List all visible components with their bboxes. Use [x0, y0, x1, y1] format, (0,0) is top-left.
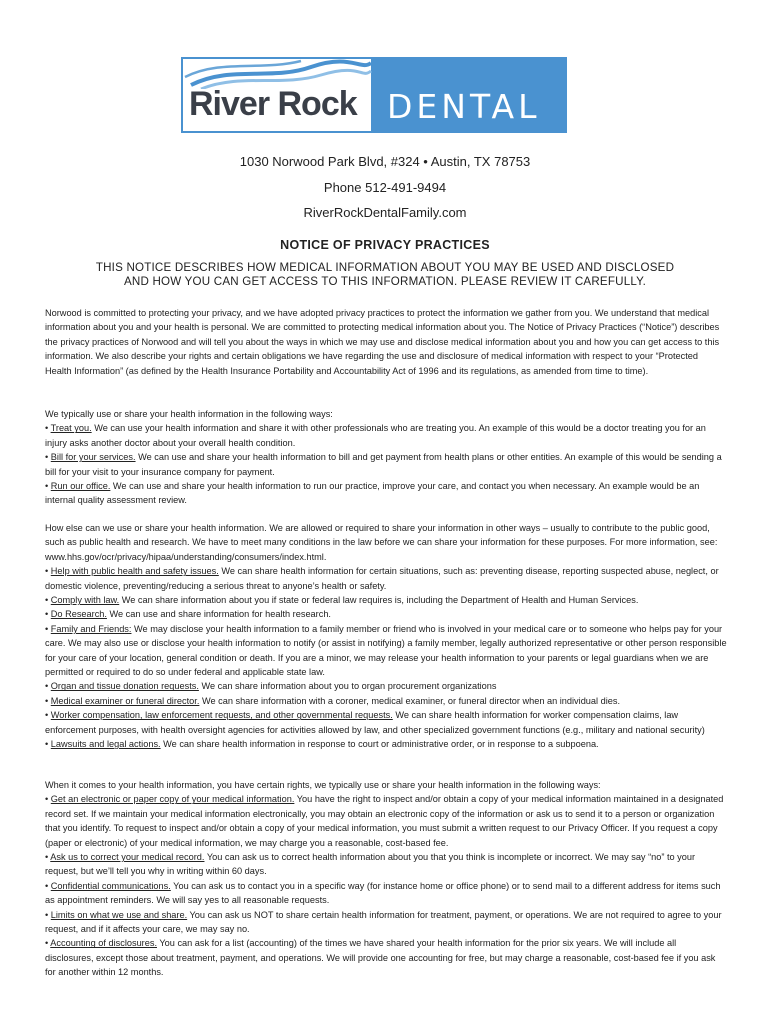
list-item: • Family and Friends: We may disclose your health information to a family member or friend who is involved in your medical care or to someone who helps pay for your care. We may also use or disclose your health information to notify (or assist in notifying) a family member, legally authorized representative or other person responsible for your care of your location, general condition or death. If you are a minor, we may release your health information to your parents or legal guardians when we are permitted or required to do so under federal and applicable state law. [45, 623, 727, 678]
other-lead: How else can we use or share your health information. We are allowed or required to share your information in other ways – usually to contribute to the public good, such as public health and research. We have to meet many conditions in the law before we can share your information for these purposes. For more information, see: www.hhs.gov/ocr/privacy/hipaa/understanding/consumers/index.html. [45, 523, 718, 562]
notice-subtitle-line1: THIS NOTICE DESCRIBES HOW MEDICAL INFORMATION ABOUT YOU MAY BE USED AND DISCLOSED [95, 261, 675, 274]
notice-title: NOTICE OF PRIVACY PRACTICES [280, 238, 490, 252]
item-term: Do Research. [50, 609, 107, 620]
practice-phone: Phone 512-491-9494 [323, 180, 447, 195]
river-rock-dental-logo [181, 57, 567, 133]
item-text: You have the right to inspect and/or obtain a copy of your medical information maintained in a designated record set. If we maintain your medical information electronically, you may obtain an electronic copy of the information or ask us to send it to a person or organization that you identify. To request to inspect and/or obtain a copy of your medical information, you must submit a written request to our Privacy Officer. If you request a copy (paper or electronic) of your medical information, we may charge you a reasonable, cost-based fee. [45, 794, 724, 848]
item-text: We can share information with a coroner, medical examiner, or funeral director when an individual dies. [199, 695, 621, 706]
item-term: Comply with law. [50, 595, 120, 606]
logo-brand-left: River Rock [189, 85, 357, 123]
item-text: We can share health information for certain situations, such as: preventing disease, reporting suspected abuse, neglect, or domestic violence, preventing/reducing a serious threat to anyone’s health or safety. [45, 566, 719, 591]
item-text: We can share information about you if state or federal law requires is, including the Department of Health and Human Services. [119, 595, 639, 606]
list-item: • Medical examiner or funeral director. We can share information with a coroner, medical examiner, or funeral director when an individual dies. [45, 695, 621, 706]
list-item: • Accounting of disclosures. You can ask for a list (accounting) of the times we have shared your health information for the prior six years. We will include all disclosures, except those about treatment, payment, and operations. We will provide one accounting for free, but may charge a reasonable, cost-based fee if you ask for another within 12 months. [45, 938, 716, 978]
other-uses-section [45, 521, 727, 752]
practice-address: 1030 Norwood Park Blvd, #324 • Austin, TX 78753 [239, 154, 531, 169]
item-term: Family and Friends: [50, 623, 132, 634]
item-term: Limits on what we use and share. [50, 909, 188, 920]
list-item: • Ask us to correct your medical record. You can ask us to correct health information about you that you think is incomplete or incorrect. We may say “no” to your request, but we’ll tell you why in writing within 60 days. [45, 852, 696, 877]
list-item: • Treat you. We can use your health information and share it with other professionals who are treating you. An example of this would be a doctor treating you for an injury asks another doctor about your overall health condition. [45, 423, 706, 448]
item-text: You can ask us NOT to share certain health information for treatment, payment, or operations. We are not required to agree to your request, and if it affects your care, we may say no. [45, 909, 722, 935]
item-text: We can use and share information for health research. [106, 609, 331, 620]
intro-text: Norwood is committed to protecting your privacy, and we have adopted privacy practices to protect the information we gather from you. We understand that medical information about you and your health is personal. We are committed to protecting medical information about you. The Notice of Privacy Practices (“Notice”) describes the privacy practices of Norwood and will tell you about the ways in which we may use and disclose medical information about you and how you can get access to this information. We also describe your rights and certain obligations we have regarding the use and disclosure of medical information with respect to your “Protected Health Information” (as defined by the Health Insurance Portability and Accountability Act of 1996 and its regulations, as amended from time to time). [45, 308, 720, 376]
item-term: Treat you. [50, 423, 92, 434]
item-term: Bill for your services. [50, 452, 136, 463]
notice-subtitle-line2: AND HOW YOU CAN GET ACCESS TO THIS INFORMATION. PLEASE REVIEW IT CAREFULLY. [123, 275, 646, 288]
list-item: • Run our office. We can use and share your health information to run our practice, improve your care, and contact you when necessary. An example would be an internal quality assessment review. [45, 481, 700, 506]
item-term: Ask us to correct your medical record. [50, 852, 205, 863]
item-term: Medical examiner or funeral director. [50, 695, 200, 706]
uses-section [45, 407, 727, 508]
item-term: Worker compensation, law enforcement requests, and other governmental requests. [50, 710, 393, 721]
list-item: • Help with public health and safety issues. We can share health information for certain situations, such as: preventing disease, reporting suspected abuse, neglect, or domestic violence, preventing/reducing a serious threat to anyone’s health or safety. [45, 566, 719, 591]
practice-website: RiverRockDentalFamily.com [303, 205, 467, 220]
item-term: Help with public health and safety issues. [50, 566, 219, 577]
item-term: Accounting of disclosures. [50, 938, 157, 949]
item-text: We can share health information in response to court or administrative order, or in response to a subpoena. [160, 739, 599, 750]
item-term: Lawsuits and legal actions. [50, 739, 161, 750]
item-term: Organ and tissue donation requests. [50, 681, 199, 692]
item-text: You can ask us to contact you in a specific way (for instance home or office phone) or to send mail to a different address for items such as appointment reminders. We will say yes to all reasonable requests. [45, 880, 721, 906]
item-term: Run our office. [50, 481, 111, 492]
list-item: • Confidential communications. You can ask us to contact you in a specific way (for instance home or office phone) or to send mail to a different address for items such as appointment reminders. We will say yes to all reasonable requests. [45, 880, 721, 906]
list-item: • Worker compensation, law enforcement requests, and other governmental requests. We can share health information for worker compensation claims, law enforcement purposes, with health oversight agencies for activities allowed by law, and other specialized government functions (e.g., military and national security) [45, 710, 705, 735]
list-item: • Organ and tissue donation requests. We can share information about you to organ procurement organizations [45, 681, 497, 692]
item-term: Get an electronic or paper copy of your medical information. [50, 794, 295, 805]
list-item: • Limits on what we use and share. You can ask us NOT to share certain health information for treatment, payment, or operations. We are not required to agree to your request, and if it affects your care, we may say no. [45, 909, 722, 935]
list-item: • Do Research. We can use and share information for health research. [45, 609, 331, 620]
uses-lead: We typically use or share your health information in the following ways: [45, 409, 333, 419]
notice-subtitle [0, 261, 770, 289]
list-item: • Bill for your services. We can use and share your health information to bill and get payment from health plans or other entities. An example of this would be sending a bill for your visit to your insurance company for payment. [45, 452, 722, 477]
intro-paragraph [45, 306, 727, 378]
rights-lead: When it comes to your health information, you have certain rights, we typically use or share your health information in the following ways: [45, 780, 601, 790]
item-text: We can use and share your health information to bill and get payment from health plans or other entities. An example of this would be sending a bill for your visit to your insurance company for payment. [45, 452, 722, 477]
item-text: We can use your health information and share it with other professionals who are treating you. An example of this would be a doctor treating you for an injury asks another doctor about your overall health condition. [45, 423, 706, 448]
rights-section [45, 778, 727, 980]
item-text: We may disclose your health information to a family member or friend who is involved in your medical care or to someone who helps pay for your care. We may also use or disclose your health information to notify (or assist in notifying) a family member, legally authorized representative or other person responsible for your care of your location, general condition or death. If you are a minor, we may release your health information to your parents or legal guardians when we are permitted or required to do so under federal and applicable state law. [45, 623, 727, 678]
logo-brand-right: DENTAL [387, 87, 541, 126]
item-text: You can ask us to correct health information about you that you think is incomplete or incorrect. We may say “no” to your request, but we’ll tell you why in writing within 60 days. [45, 852, 696, 877]
item-text: You can ask for a list (accounting) of the times we have shared your health information for the prior six years. We will include all disclosures, except those about treatment, payment, and operations. We will provide one accounting for free, but may charge a reasonable, cost-based fee if you ask for another within 12 months. [45, 938, 716, 978]
item-text: We can share information about you to organ procurement organizations [198, 681, 497, 692]
list-item: • Lawsuits and legal actions. We can share health information in response to court or administrative order, or in response to a subpoena. [45, 739, 599, 750]
item-text: We can share health information for worker compensation claims, law enforcement purposes, with health oversight agencies for activities allowed by law, and other specialized government functions (e.g., military and national security) [45, 710, 705, 735]
item-text: We can use and share your health information to run our practice, improve your care, and contact you when necessary. An example would be an internal quality assessment review. [45, 481, 700, 506]
item-term: Confidential communications. [50, 880, 171, 891]
list-item: • Get an electronic or paper copy of your medical information. You have the right to inspect and/or obtain a copy of your medical information maintained in a designated record set. If we maintain your medical information electronically, you may obtain an electronic copy of the information or ask us to send it to a person or organization that you identify. To request to inspect and/or obtain a copy of your medical information, you must submit a written request to our Privacy Officer. If you request a copy (paper or electronic) of your medical information, we may charge you a reasonable, cost-based fee. [45, 794, 724, 848]
list-item: • Comply with law. We can share information about you if state or federal law requires is, including the Department of Health and Human Services. [45, 595, 639, 606]
